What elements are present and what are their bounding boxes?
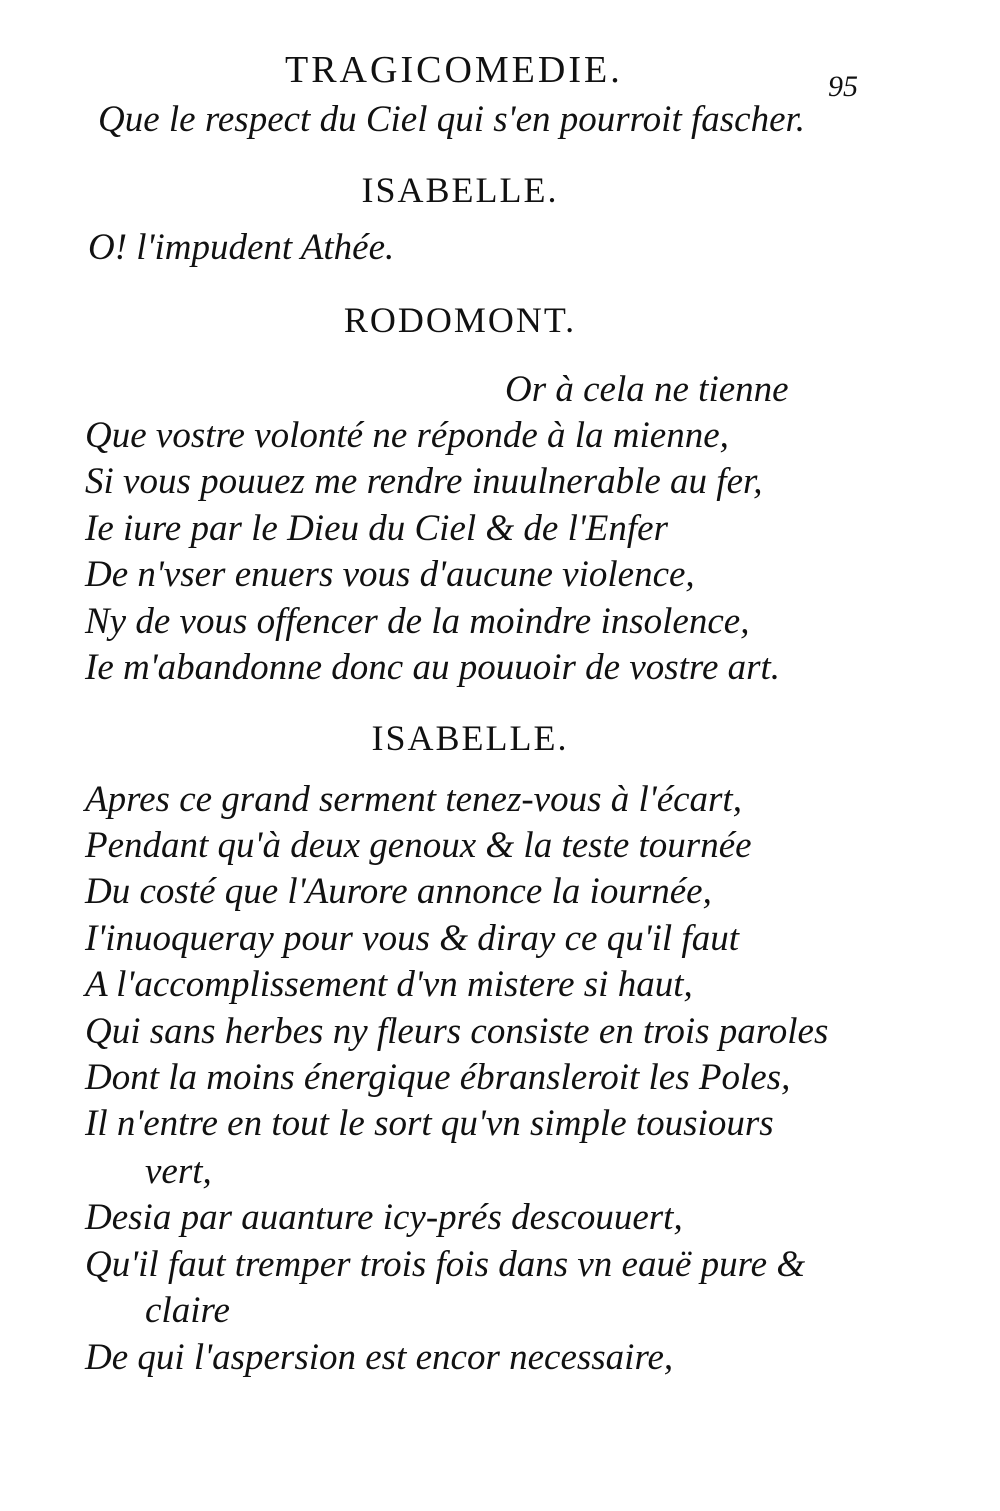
verse-line: A l'accomplissement d'vn mistere si haut, (85, 964, 693, 1005)
verse-line: Ie iure par le Dieu du Ciel & de l'Enfer (85, 508, 669, 549)
verse-line-continuation: vert, (145, 1151, 212, 1192)
verse-line: I'inuoqueray pour vous & diray ce qu'il faut (85, 918, 739, 959)
verse-line-continuation: claire (145, 1290, 230, 1331)
verse-line: Apres ce grand serment tenez-vous à l'écart, (85, 779, 742, 820)
verse-line: Qu'il faut tremper trois fois dans vn eauë pure & (85, 1244, 806, 1285)
running-title: TRAGICOMEDIE. (285, 49, 623, 91)
verse-line: Dont la moins énergique ébransleroit les Poles, (85, 1057, 791, 1098)
verse-line: Ny de vous offencer de la moindre insolence, (85, 601, 750, 642)
verse-line: Il n'entre en tout le sort qu'vn simple tousiours (85, 1103, 774, 1144)
speaker-name: ISABELLE. (371, 718, 569, 758)
verse-line: Ie m'abandonne donc au pouuoir de vostre art. (85, 647, 781, 688)
verse-line: Si vous pouuez me rendre inuulnerable au fer, (85, 461, 763, 502)
verse-line: Or à cela ne tienne (505, 369, 789, 410)
verse-line: Desia par auanture icy-prés descouuert, (85, 1197, 683, 1238)
page-number: 95 (828, 70, 858, 103)
verse-line: Du costé que l'Aurore annonce la iournée, (85, 871, 712, 912)
verse-line: Pendant qu'à deux genoux & la teste tournée (85, 825, 752, 866)
verse-line: De n'vser enuers vous d'aucune violence, (85, 554, 695, 595)
verse-line: Que vostre volonté ne réponde à la mienne, (85, 415, 729, 456)
speaker-name: RODOMONT. (343, 300, 577, 340)
verse-line: De qui l'aspersion est encor necessaire, (85, 1337, 674, 1378)
speaker-name: ISABELLE. (361, 170, 559, 210)
verse-line: Que le respect du Ciel qui s'en pourroit fascher. (98, 99, 806, 140)
verse-line: O! l'impudent Athée. (88, 227, 395, 268)
verse-line: Qui sans herbes ny fleurs consiste en trois paroles (85, 1011, 829, 1052)
